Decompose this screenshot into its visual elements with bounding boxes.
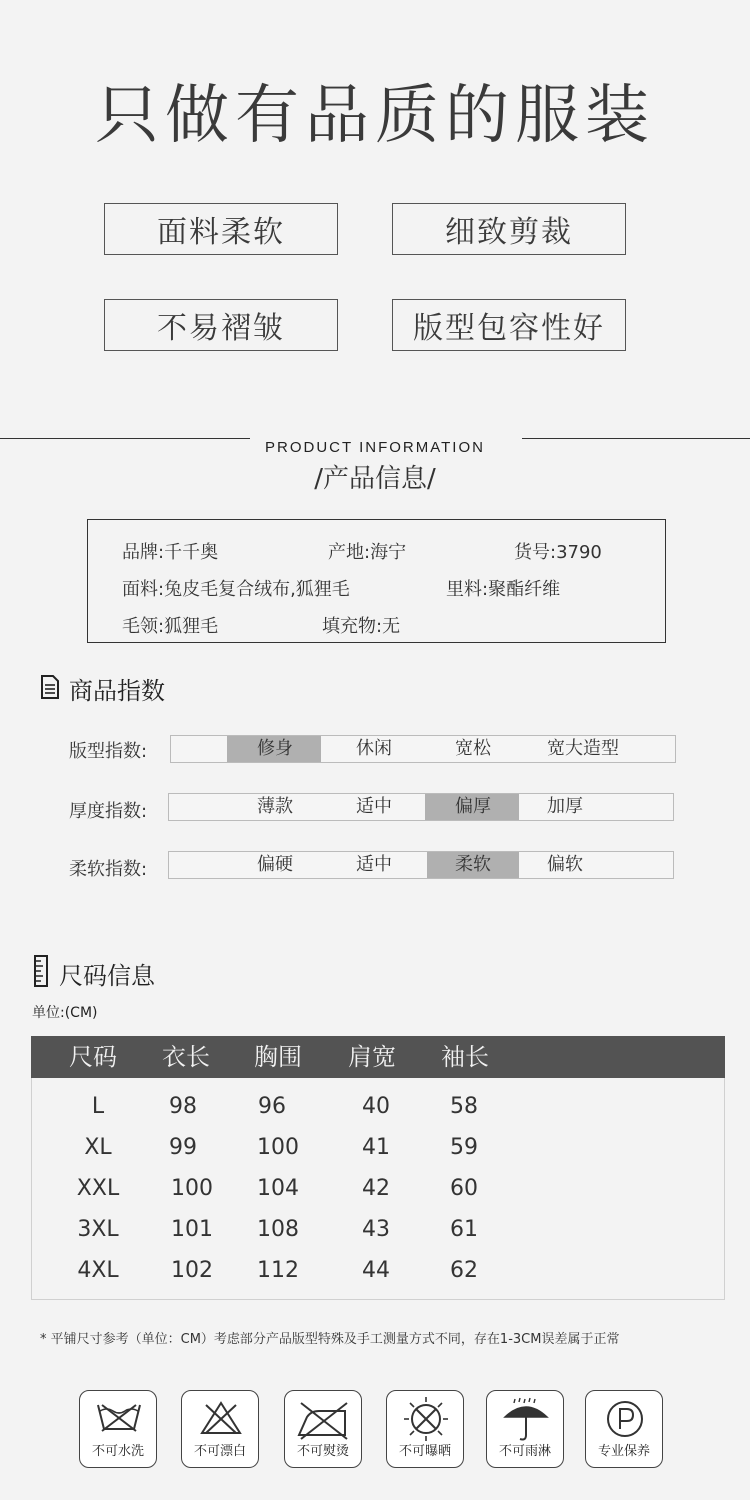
no-sun-label: 不可曝晒 <box>398 1444 451 1459</box>
size-table <box>31 1036 725 1300</box>
professional-care-label: 专业保养 <box>597 1444 650 1459</box>
info-filling: 填充物:无 <box>322 616 401 637</box>
no-wash-icon <box>79 1390 157 1468</box>
no-sun-icon <box>386 1390 464 1468</box>
softness-option-hard: 偏硬 <box>257 854 293 875</box>
product-info-en-title: PRODUCT INFORMATION <box>265 439 485 456</box>
index-section-title: 商品指数 <box>69 677 165 705</box>
ruler-icon <box>34 955 48 991</box>
professional-care-icon <box>585 1390 663 1468</box>
length-cell: 101 <box>171 1217 213 1242</box>
softness-index-label: 柔软指数: <box>69 859 148 880</box>
document-icon <box>40 675 60 703</box>
header-shoulder: 肩宽 <box>348 1043 396 1071</box>
info-fabric: 面料:兔皮毛复合绒布,狐狸毛 <box>122 579 350 600</box>
sleeve-cell: 58 <box>450 1094 478 1119</box>
length-cell: 98 <box>169 1094 197 1119</box>
fit-index-bar <box>170 735 676 763</box>
info-collar: 毛领:狐狸毛 <box>122 616 219 637</box>
size-cell: XXL <box>76 1176 120 1201</box>
info-origin: 产地:海宁 <box>328 542 407 563</box>
chest-cell: 104 <box>257 1176 299 1201</box>
chest-cell: 108 <box>257 1217 299 1242</box>
header-chest: 胸围 <box>254 1043 302 1071</box>
shoulder-cell: 40 <box>362 1094 390 1119</box>
size-cell: 4XL <box>77 1258 119 1283</box>
no-wash-label: 不可水洗 <box>91 1444 144 1459</box>
softness-option-soft-label: 柔软 <box>455 854 491 875</box>
no-bleach-icon <box>181 1390 259 1468</box>
feature-inclusive-fit: 版型包容性好 <box>392 299 626 351</box>
thickness-option-thin: 薄款 <box>257 796 293 817</box>
softness-option-softer: 偏软 <box>547 854 583 875</box>
size-section-title: 尺码信息 <box>59 962 155 990</box>
fit-option-oversized: 宽大造型 <box>547 738 619 759</box>
sleeve-cell: 60 <box>450 1176 478 1201</box>
shoulder-cell: 43 <box>362 1217 390 1242</box>
product-info-box <box>87 519 666 643</box>
feature-wrinkle-resistant: 不易褶皱 <box>104 299 338 351</box>
chest-cell: 100 <box>257 1135 299 1160</box>
page-headline: 只做有品质的服装 <box>95 79 655 153</box>
no-rain-icon <box>486 1390 564 1468</box>
fit-option-slim-label: 修身 <box>257 738 293 759</box>
product-info-cn-title: /产品信息/ <box>314 464 436 494</box>
size-note: * 平铺尺寸参考（单位：CM）考虑部分产品版型特殊及手工测量方式不同，存在1-3CM误差属于正常 <box>40 1332 620 1347</box>
thickness-option-thick-label: 偏厚 <box>455 796 491 817</box>
length-cell: 99 <box>169 1135 197 1160</box>
thickness-option-extra-thick: 加厚 <box>547 796 583 817</box>
length-cell: 102 <box>171 1258 213 1283</box>
thickness-option-medium: 适中 <box>356 796 392 817</box>
fit-option-loose: 宽松 <box>455 738 491 759</box>
feature-soft-fabric: 面料柔软 <box>104 203 338 255</box>
size-cell: 3XL <box>77 1217 119 1242</box>
feature-fine-tailoring: 细致剪裁 <box>392 203 626 255</box>
thickness-index-label: 厚度指数: <box>69 801 148 822</box>
size-cell: XL <box>84 1135 112 1160</box>
no-rain-label: 不可雨淋 <box>498 1444 551 1459</box>
sleeve-cell: 59 <box>450 1135 478 1160</box>
shoulder-cell: 42 <box>362 1176 390 1201</box>
info-brand: 品牌:千千奥 <box>122 542 219 563</box>
fit-index-label: 版型指数: <box>69 741 148 762</box>
shoulder-cell: 44 <box>362 1258 390 1283</box>
fit-option-casual: 休闲 <box>356 738 392 759</box>
no-iron-icon <box>284 1390 362 1468</box>
thickness-index-bar <box>168 793 674 821</box>
info-item-number: 货号:3790 <box>514 542 602 563</box>
chest-cell: 112 <box>257 1258 299 1283</box>
size-unit: 单位:(CM) <box>32 1005 98 1021</box>
no-iron-label: 不可熨烫 <box>296 1444 349 1459</box>
length-cell: 100 <box>171 1176 213 1201</box>
shoulder-cell: 41 <box>362 1135 390 1160</box>
softness-option-medium: 适中 <box>356 854 392 875</box>
size-cell: L <box>91 1094 105 1119</box>
sleeve-cell: 62 <box>450 1258 478 1283</box>
no-bleach-label: 不可漂白 <box>193 1444 246 1459</box>
chest-cell: 96 <box>258 1094 286 1119</box>
header-length: 衣长 <box>162 1043 210 1071</box>
header-sleeve: 袖长 <box>441 1043 489 1071</box>
softness-index-bar <box>168 851 674 879</box>
size-table-header <box>31 1036 725 1078</box>
sleeve-cell: 61 <box>450 1217 478 1242</box>
info-lining: 里料:聚酯纤维 <box>446 579 561 600</box>
header-size: 尺码 <box>69 1043 117 1071</box>
